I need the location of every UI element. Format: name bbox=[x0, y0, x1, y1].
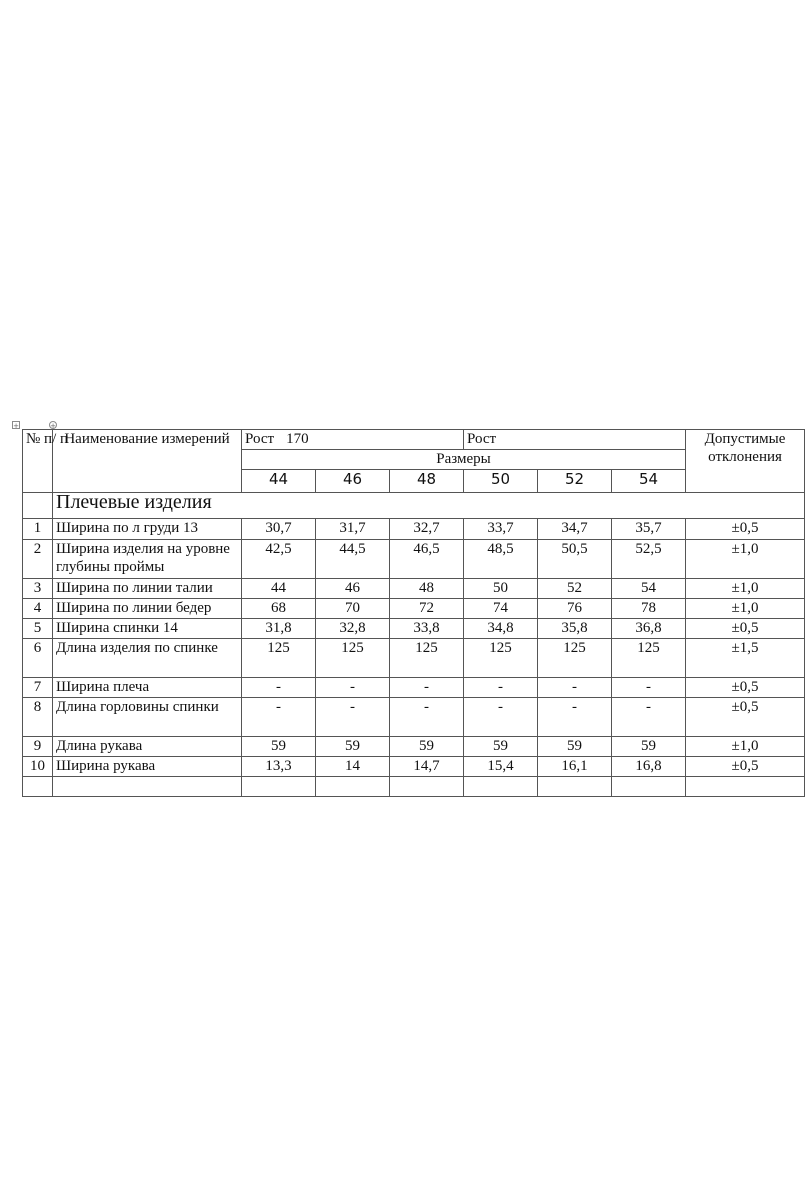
table-row bbox=[23, 757, 805, 777]
row-value-cell-46: 44,5 bbox=[316, 540, 390, 579]
row-value-cell-46: 70 bbox=[316, 599, 390, 619]
row-value-cell-50: - bbox=[464, 698, 538, 737]
row-name-cell: Ширина изделия на уровне глубины проймы bbox=[53, 540, 242, 579]
row-value-cell-50: - bbox=[464, 678, 538, 698]
row-value-cell-46: 32,8 bbox=[316, 619, 390, 639]
row-tolerance-cell: ±0,5 bbox=[686, 757, 805, 777]
row-number-cell: 6 bbox=[23, 639, 53, 678]
partial-cell bbox=[242, 777, 316, 797]
row-value-cell-52: - bbox=[538, 678, 612, 698]
row-name-cell: Ширина по л груди 13 bbox=[53, 519, 242, 540]
row-value-cell-48: 72 bbox=[390, 599, 464, 619]
row-value-cell-46: 125 bbox=[316, 639, 390, 678]
row-value-cell-44: 44 bbox=[242, 579, 316, 599]
header-tolerance-cell: Допустимые отклонения bbox=[686, 430, 805, 493]
row-value-cell-48: 125 bbox=[390, 639, 464, 678]
row-value-cell-54: 35,7 bbox=[612, 519, 686, 540]
row-value-cell-44: 30,7 bbox=[242, 519, 316, 540]
partial-cell bbox=[390, 777, 464, 797]
row-value-cell-44: 13,3 bbox=[242, 757, 316, 777]
row-value-cell-44: 42,5 bbox=[242, 540, 316, 579]
row-value-cell-54: 36,8 bbox=[612, 619, 686, 639]
row-value-cell-44: 68 bbox=[242, 599, 316, 619]
row-value-cell-46: 14 bbox=[316, 757, 390, 777]
row-value-cell-54: 78 bbox=[612, 599, 686, 619]
row-value-cell-50: 34,8 bbox=[464, 619, 538, 639]
row-tolerance-cell: ±1,0 bbox=[686, 599, 805, 619]
row-value-cell-46: 31,7 bbox=[316, 519, 390, 540]
row-value-cell-46: 46 bbox=[316, 579, 390, 599]
row-value-cell-48: 46,5 bbox=[390, 540, 464, 579]
table-row bbox=[23, 678, 805, 698]
header-number-cell: № п/ п bbox=[23, 430, 53, 493]
table-row bbox=[23, 540, 805, 579]
row-value-cell-52: 52 bbox=[538, 579, 612, 599]
size-header-54: 54 bbox=[612, 470, 686, 493]
row-value-cell-44: - bbox=[242, 698, 316, 737]
row-value-cell-48: 33,8 bbox=[390, 619, 464, 639]
row-name-cell: Ширина рукава bbox=[53, 757, 242, 777]
size-header-46: 46 bbox=[316, 470, 390, 493]
row-value-cell-54: - bbox=[612, 698, 686, 737]
row-value-cell-44: 125 bbox=[242, 639, 316, 678]
row-value-cell-52: 76 bbox=[538, 599, 612, 619]
table-row bbox=[23, 737, 805, 757]
table-row bbox=[23, 619, 805, 639]
row-value-cell-46: - bbox=[316, 678, 390, 698]
row-name-cell: Длина изделия по спинке bbox=[53, 639, 242, 678]
row-value-cell-54: 125 bbox=[612, 639, 686, 678]
partial-cell bbox=[23, 777, 53, 797]
row-number-cell: 9 bbox=[23, 737, 53, 757]
row-value-cell-50: 33,7 bbox=[464, 519, 538, 540]
table-row bbox=[23, 639, 805, 678]
size-header-50: 50 bbox=[464, 470, 538, 493]
partial-cell bbox=[316, 777, 390, 797]
row-number-cell: 8 bbox=[23, 698, 53, 737]
table-row bbox=[23, 519, 805, 540]
row-number-cell: 2 bbox=[23, 540, 53, 579]
row-value-cell-48: 48 bbox=[390, 579, 464, 599]
row-value-cell-50: 15,4 bbox=[464, 757, 538, 777]
row-tolerance-cell: ±0,5 bbox=[686, 678, 805, 698]
rost-label: Рост bbox=[245, 431, 275, 447]
row-name-cell: Длина горловины спинки bbox=[53, 698, 242, 737]
row-value-cell-52: 59 bbox=[538, 737, 612, 757]
row-tolerance-cell: ±1,0 bbox=[686, 540, 805, 579]
row-value-cell-52: 34,7 bbox=[538, 519, 612, 540]
row-value-cell-54: 52,5 bbox=[612, 540, 686, 579]
section-number-cell bbox=[23, 493, 53, 519]
row-value-cell-50: 74 bbox=[464, 599, 538, 619]
row-value-cell-54: - bbox=[612, 678, 686, 698]
row-value-cell-46: - bbox=[316, 698, 390, 737]
row-number-cell: 5 bbox=[23, 619, 53, 639]
row-value-cell-52: 35,8 bbox=[538, 619, 612, 639]
row-value-cell-54: 54 bbox=[612, 579, 686, 599]
rost-value: 170 bbox=[286, 431, 309, 447]
size-chart-table bbox=[22, 429, 805, 797]
table-row-partial bbox=[23, 777, 805, 797]
row-value-cell-50: 59 bbox=[464, 737, 538, 757]
size-header-48: 48 bbox=[390, 470, 464, 493]
add-column-icon[interactable]: + bbox=[50, 422, 56, 430]
table-row bbox=[23, 599, 805, 619]
size-header-44: 44 bbox=[242, 470, 316, 493]
row-value-cell-52: 50,5 bbox=[538, 540, 612, 579]
row-value-cell-48: - bbox=[390, 698, 464, 737]
row-value-cell-48: 14,7 bbox=[390, 757, 464, 777]
row-number-cell: 10 bbox=[23, 757, 53, 777]
row-name-cell: Ширина спинки 14 bbox=[53, 619, 242, 639]
section-title: Плечевые изделия bbox=[53, 493, 805, 519]
size-header-52: 52 bbox=[538, 470, 612, 493]
row-value-cell-44: - bbox=[242, 678, 316, 698]
row-number-cell: 7 bbox=[23, 678, 53, 698]
row-value-cell-48: 59 bbox=[390, 737, 464, 757]
row-value-cell-50: 125 bbox=[464, 639, 538, 678]
partial-cell bbox=[686, 777, 805, 797]
row-tolerance-cell: ±1,0 bbox=[686, 579, 805, 599]
size-chart-table-container bbox=[22, 429, 784, 788]
row-value-cell-44: 31,8 bbox=[242, 619, 316, 639]
row-tolerance-cell: ±1,0 bbox=[686, 737, 805, 757]
partial-cell bbox=[612, 777, 686, 797]
row-name-cell: Ширина по линии талии bbox=[53, 579, 242, 599]
row-value-cell-52: 16,1 bbox=[538, 757, 612, 777]
header-rost-cell: Рост bbox=[464, 430, 686, 450]
row-value-cell-48: - bbox=[390, 678, 464, 698]
header-sizes-cell: Размеры bbox=[242, 450, 686, 470]
row-name-cell: Ширина плеча bbox=[53, 678, 242, 698]
row-number-cell: 4 bbox=[23, 599, 53, 619]
row-value-cell-52: - bbox=[538, 698, 612, 737]
row-name-cell: Длина рукава bbox=[53, 737, 242, 757]
header-name-cell: Наименование измерений bbox=[53, 430, 242, 493]
header-rost-170-cell bbox=[242, 430, 464, 450]
row-tolerance-cell: ±1,5 bbox=[686, 639, 805, 678]
row-tolerance-cell: ±0,5 bbox=[686, 519, 805, 540]
table-move-handle-icon[interactable]: + bbox=[13, 422, 19, 430]
row-tolerance-cell: ±0,5 bbox=[686, 619, 805, 639]
row-name-cell: Ширина по линии бедер bbox=[53, 599, 242, 619]
row-tolerance-cell: ±0,5 bbox=[686, 698, 805, 737]
row-value-cell-54: 59 bbox=[612, 737, 686, 757]
row-value-cell-48: 32,7 bbox=[390, 519, 464, 540]
row-value-cell-50: 48,5 bbox=[464, 540, 538, 579]
row-value-cell-44: 59 bbox=[242, 737, 316, 757]
row-number-cell: 3 bbox=[23, 579, 53, 599]
row-number-cell: 1 bbox=[23, 519, 53, 540]
row-value-cell-50: 50 bbox=[464, 579, 538, 599]
partial-cell bbox=[464, 777, 538, 797]
row-value-cell-52: 125 bbox=[538, 639, 612, 678]
row-value-cell-46: 59 bbox=[316, 737, 390, 757]
table-row bbox=[23, 698, 805, 737]
row-value-cell-54: 16,8 bbox=[612, 757, 686, 777]
partial-cell bbox=[53, 777, 242, 797]
partial-cell bbox=[538, 777, 612, 797]
table-row bbox=[23, 579, 805, 599]
